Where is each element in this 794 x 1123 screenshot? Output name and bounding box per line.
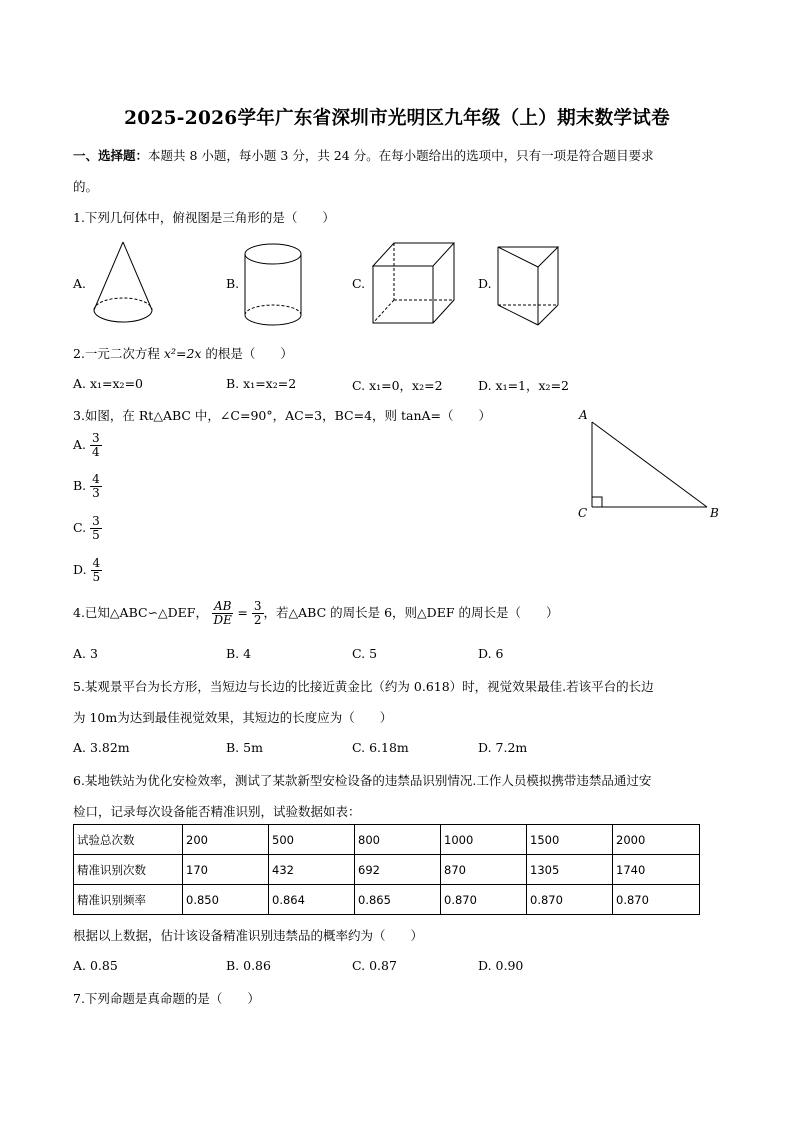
q6-stem-line2: 检口，记录每次设备能否精准识别，试验数据如表：: [73, 804, 361, 819]
table-cell: 0.870: [441, 885, 527, 915]
q6-option-c[interactable]: C. 0.87: [352, 958, 397, 973]
right-triangle-figure: [575, 405, 725, 520]
table-cell: 800: [355, 825, 441, 855]
q5-option-a[interactable]: A. 3.82m: [73, 740, 130, 755]
q3-option-b-fraction: $\frac{4}{3}$: [92, 472, 100, 500]
q1-stem: 1.下列几何体中，俯视图是三角形的是（ ）: [73, 210, 335, 225]
table-cell: 2000: [613, 825, 700, 855]
q5-option-b[interactable]: B. 5m: [226, 740, 263, 755]
q1-option-b[interactable]: B.: [226, 276, 240, 291]
table-cell: 1305: [527, 855, 613, 885]
table-row: [74, 855, 700, 885]
q2-option-c[interactable]: C. x₁=0，x₂=2: [352, 378, 443, 393]
table-cell: 1500: [527, 825, 613, 855]
table-cell: 0.850: [183, 885, 269, 915]
q2-option-a[interactable]: A. x₁=x₂=0: [73, 376, 143, 391]
q5-option-d[interactable]: D. 7.2m: [478, 740, 528, 755]
q3-option-b-label: B.: [73, 478, 87, 493]
table-cell: 精准识别频率: [74, 885, 183, 915]
table-cell: 试验总次数: [74, 825, 183, 855]
q6-data-table: [73, 824, 700, 915]
table-row: [74, 885, 700, 915]
table-cell: 692: [355, 855, 441, 885]
table-cell: 0.870: [527, 885, 613, 915]
table-row: [74, 825, 700, 855]
table-cell: 0.865: [355, 885, 441, 915]
table-cell: 精准识别次数: [74, 855, 183, 885]
q3-option-b[interactable]: [73, 473, 102, 500]
q6-option-d[interactable]: D. 0.90: [478, 958, 524, 973]
q6-stem-line1: 6.某地铁站为优化安检效率，测试了某款新型安检设备的违禁品识别情况.工作人员模拟携带违禁品通过安: [73, 773, 652, 788]
q2-stem-post: 的根是（ ）: [201, 346, 293, 361]
q3-option-d[interactable]: [73, 557, 102, 584]
q3-option-c-label: C.: [73, 520, 87, 535]
q6-option-b[interactable]: B. 0.86: [226, 958, 271, 973]
q3-option-d-label: D.: [73, 562, 87, 577]
table-cell: 0.870: [613, 885, 700, 915]
q4-stem-post: ，若△ABC 的周长是 6，则△DEF 的周长是（ ）: [263, 605, 559, 620]
table-cell: 200: [183, 825, 269, 855]
table-cell: 870: [441, 855, 527, 885]
q2-equation: x²=2x: [163, 346, 202, 361]
q3-option-a-fraction: $\frac{3}{4}$: [92, 431, 100, 459]
vertex-label-c: C: [578, 506, 588, 520]
q5-stem-line2: 为 10m为达到最佳视觉效果，其短边的长度应为（ ）: [73, 710, 393, 725]
q7-stem: 7.下列命题是真命题的是（ ）: [73, 991, 260, 1006]
section-heading: 一、选择题：: [73, 148, 149, 163]
q3-stem: 3.如图，在 Rt△ABC 中，∠C=90°，AC=3，BC=4，则 tanA=（ ）: [73, 408, 492, 423]
section-intro: [73, 146, 654, 164]
vertex-label-b: B: [710, 506, 719, 520]
cone-icon: [88, 240, 158, 330]
q4-equals: =: [237, 605, 248, 620]
q3-option-d-fraction: $\frac{4}{5}$: [92, 556, 101, 584]
section-instructions-cont: 的。: [73, 179, 99, 194]
triangular-prism-icon: [496, 245, 562, 327]
q3-option-a-label: A.: [73, 437, 87, 452]
q5-stem-line1: 5.某观景平台为长方形，当短边与长边的比接近黄金比（约为 0.618）时，视觉效果最佳.若该平台的长边: [73, 679, 654, 694]
table-cell: 500: [269, 825, 355, 855]
q4-fraction-left: $\frac{AB}{DE}$: [213, 599, 232, 627]
cylinder-icon: [242, 242, 304, 332]
q3-option-c-fraction: $\frac{3}{5}$: [92, 514, 100, 542]
q3-option-c[interactable]: [73, 515, 102, 542]
table-cell: 170: [183, 855, 269, 885]
q4-option-c[interactable]: C. 5: [352, 646, 378, 661]
q5-option-c[interactable]: C. 6.18m: [352, 740, 409, 755]
q6-question: 根据以上数据，估计该设备精准识别违禁品的概率约为（ ）: [73, 928, 424, 943]
q1-option-c[interactable]: C.: [352, 276, 366, 291]
q2-option-b[interactable]: B. x₁=x₂=2: [226, 376, 297, 391]
page-title: 2025-2026学年广东省深圳市光明区九年级（上）期末数学试卷: [124, 108, 670, 129]
q2-stem: [73, 344, 293, 362]
q1-option-a[interactable]: A.: [73, 276, 87, 291]
q2-option-d[interactable]: D. x₁=1，x₂=2: [478, 378, 569, 393]
q4-option-a[interactable]: A. 3: [73, 646, 98, 661]
table-cell: 1000: [441, 825, 527, 855]
q4-option-b[interactable]: B. 4: [226, 646, 252, 661]
q4-option-d[interactable]: D. 6: [478, 646, 504, 661]
q4-fraction-right: $\frac{3}{2}$: [253, 599, 262, 627]
q4-stem-pre: 4.已知△ABC∽△DEF，: [73, 605, 208, 620]
q2-stem-pre: 2.一元二次方程: [73, 346, 164, 361]
table-cell: 0.864: [269, 885, 355, 915]
q1-option-d[interactable]: D.: [478, 276, 492, 291]
q4-stem: [73, 600, 558, 627]
vertex-label-a: A: [579, 408, 588, 422]
table-cell: 432: [269, 855, 355, 885]
table-cell: 1740: [613, 855, 700, 885]
q6-option-a[interactable]: A. 0.85: [73, 958, 118, 973]
section-instructions: 本题共 8 小题，每小题 3 分，共 24 分。在每小题给出的选项中，只有一项是符合题目要求: [148, 148, 654, 163]
cube-icon: [371, 241, 461, 327]
q3-option-a[interactable]: [73, 432, 102, 459]
